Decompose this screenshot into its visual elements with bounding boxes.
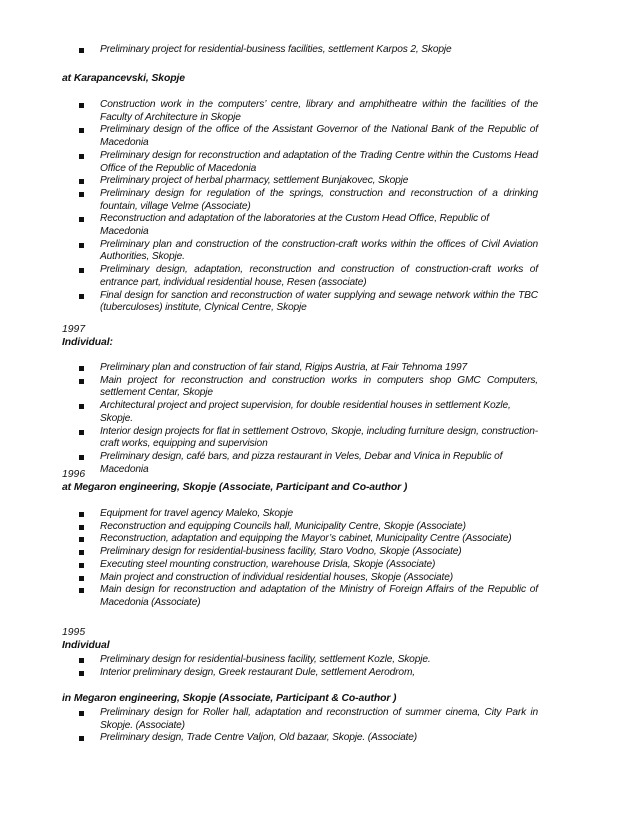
bullet-icon [79, 366, 84, 371]
section-heading-individual-1995: Individual [62, 640, 110, 651]
bullet-icon [79, 658, 84, 663]
list-item: Main project and construction of individual residential houses, Skopje (Associate) [0, 572, 638, 585]
section-heading-individual-1997: Individual: [62, 337, 113, 348]
project-list-karapancevski [0, 99, 638, 315]
project-list-1995 [0, 654, 638, 679]
bullet-icon [79, 243, 84, 248]
list-item: Preliminary design, adaptation, reconstruction and construction of construction-craft works of entrance part, individual residential house, Resen (associate) [0, 264, 638, 289]
list-item: Final design for sanction and reconstruction of water supplying and sewage network within the TBC (tuberculoses) institute, Clynical Centre, Skopje [0, 290, 638, 315]
year-label-1997: 1997 [62, 324, 86, 335]
list-item: Preliminary project of herbal pharmacy, settlement Bunjakovec, Skopje [0, 175, 638, 188]
bullet-icon [79, 455, 84, 460]
bullet-icon [79, 512, 84, 517]
bullet-icon [79, 179, 84, 184]
bullet-icon [79, 430, 84, 435]
section-heading-megaron-1995: in Megaron engineering, Skopje (Associate, Participant & Co-author ) [62, 693, 397, 704]
bullet-icon [79, 103, 84, 108]
project-list-karpos [0, 44, 638, 57]
list-item: Preliminary design, Trade Centre Valjon, Old bazaar, Skopje. (Associate) [0, 732, 638, 745]
bullet-icon [79, 404, 84, 409]
list-item: Preliminary design for residential-business facility, settlement Kozle, Skopje. [0, 654, 638, 667]
bullet-icon [79, 525, 84, 530]
list-item: Preliminary design, café bars, and pizza restaurant in Veles, Debar and Vinica in Republic of Macedonia [0, 451, 638, 476]
list-item: Reconstruction and equipping Councils hall, Municipality Centre, Skopje (Associate) [0, 521, 638, 534]
bullet-icon [79, 192, 84, 197]
list-item: Main design for reconstruction and adaptation of the Ministry of Foreign Affairs of the Republic of Macedonia (Associate) [0, 584, 638, 609]
bullet-icon [79, 576, 84, 581]
bullet-icon [79, 537, 84, 542]
list-item: Preliminary plan and construction of fair stand, Rigips Austria, at Fair Tehnoma 1997 [0, 362, 638, 375]
list-item: Reconstruction, adaptation and equipping the Mayor’s cabinet, Municipality Centre (Associate) [0, 533, 638, 546]
section-heading-karapancevski: at Karapancevski, Skopje [62, 73, 185, 84]
bullet-icon [79, 128, 84, 133]
list-item: Interior preliminary design, Greek restaurant Dule, settlement Aerodrom, [0, 667, 638, 680]
bullet-icon [79, 550, 84, 555]
list-item: Architectural project and project supervision, for double residential houses in settlement Kozle, Skopje. [0, 400, 638, 425]
list-item: Preliminary design for Roller hall, adaptation and reconstruction of summer cinema, City Park in Skopje. (Associate) [0, 707, 638, 732]
bullet-icon [79, 711, 84, 716]
list-item: Main project for reconstruction and construction works in computers shop GMC Computers, settlement Centar, Skopje [0, 375, 638, 400]
bullet-icon [79, 563, 84, 568]
project-list-megaron-1995 [0, 707, 638, 745]
bullet-icon [79, 671, 84, 676]
list-item: Preliminary design for reconstruction and adaptation of the Trading Centre within the Customs Head Office of the Republic of Macedonia [0, 150, 638, 175]
list-item: Preliminary design for regulation of the springs, construction and reconstruction of a drinking fountain, village Velme (Associate) [0, 188, 638, 213]
year-label-1996: 1996 [62, 469, 86, 480]
bullet-icon [79, 268, 84, 273]
list-item: Executing steel mounting construction, warehouse Drisla, Skopje (Associate) [0, 559, 638, 572]
list-item: Construction work in the computers’ centre, library and amphitheatre within the facilities of the Faculty of Architecture in Skopje [0, 99, 638, 124]
year-label-1995: 1995 [62, 627, 86, 638]
list-item: Preliminary design of the office of the Assistant Governor of the National Bank of the Republic of Macedonia [0, 124, 638, 149]
bullet-icon [79, 294, 84, 299]
bullet-icon [79, 379, 84, 384]
bullet-icon [79, 736, 84, 741]
bullet-icon [79, 588, 84, 593]
list-item: Preliminary plan and construction of the construction-craft works within the offices of Civil Aviation Authorities, Skopje. [0, 239, 638, 264]
list-item: Equipment for travel agency Maleko, Skopje [0, 508, 638, 521]
bullet-icon [79, 154, 84, 159]
list-item: Interior design projects for flat in settlement Ostrovo, Skopje, including furniture design, construction-craft works, equipping and supervision [0, 426, 638, 451]
bullet-icon [79, 217, 84, 222]
project-list-1996 [0, 508, 638, 610]
list-item: Reconstruction and adaptation of the laboratories at the Custom Head Office, Republic of Macedonia [0, 213, 638, 238]
section-heading-megaron-1996: at Megaron engineering, Skopje (Associate, Participant and Co-author ) [62, 482, 408, 493]
project-list-1997 [0, 362, 638, 476]
list-item: Preliminary design for residential-business facility, Staro Vodno, Skopje (Associate) [0, 546, 638, 559]
bullet-icon [79, 48, 84, 53]
list-item: Preliminary project for residential-business facilities, settlement Karpos 2, Skopje [0, 44, 638, 57]
